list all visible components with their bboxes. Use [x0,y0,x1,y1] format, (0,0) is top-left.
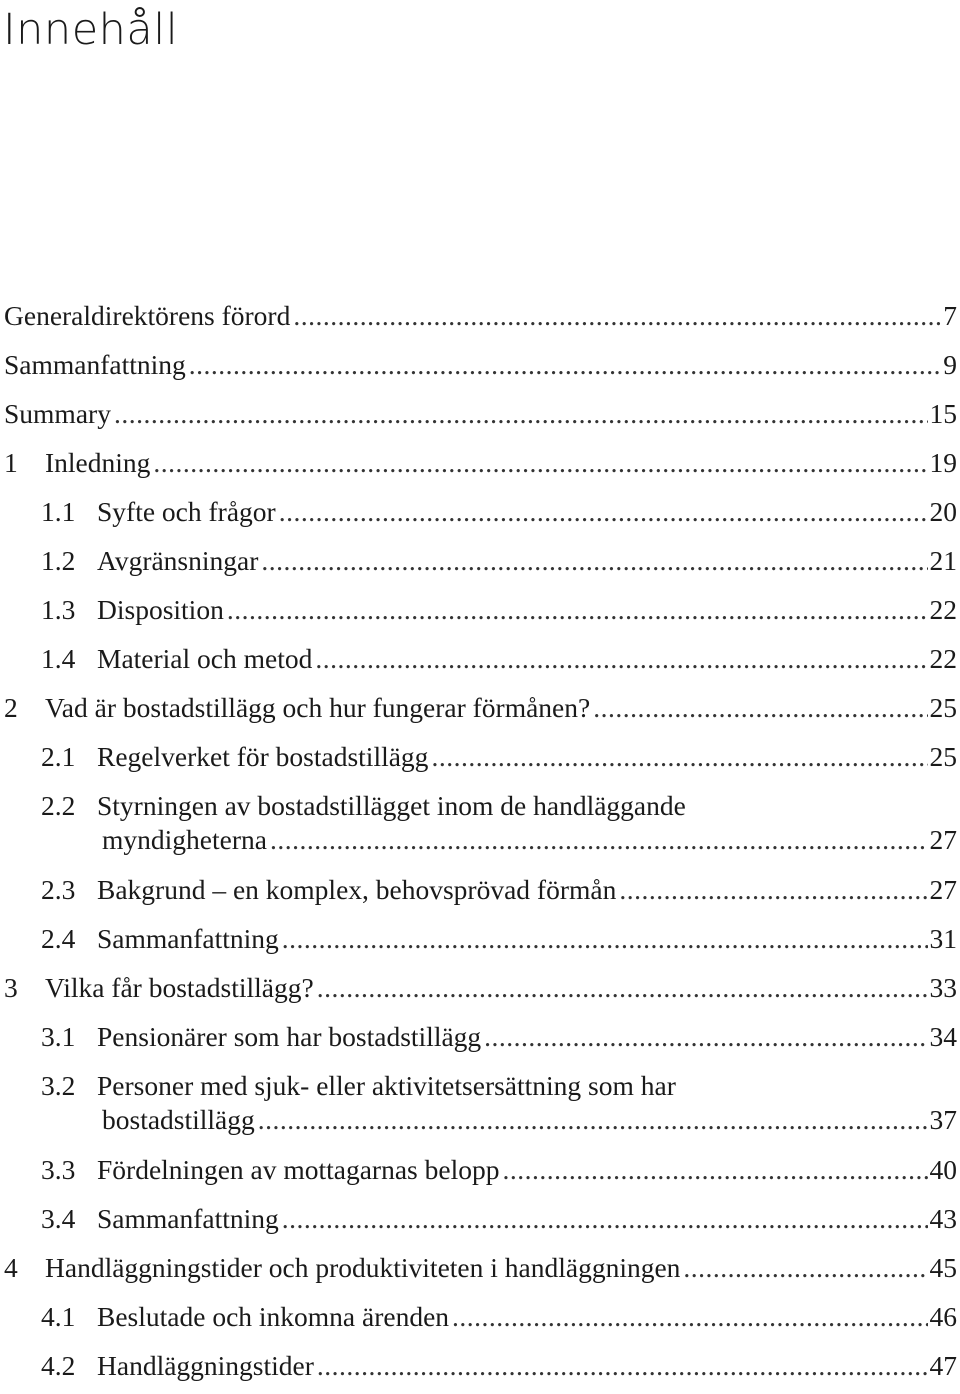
toc-entry-title: Bakgrund – en komplex, behovsprövad förmån [97,874,617,905]
toc-entry-title: Disposition [97,594,224,625]
dot-leader [227,588,928,632]
toc-entry-page: 43 [929,1203,957,1234]
toc-entry-number: 2.2 [41,790,76,821]
toc-entry-page: 15 [929,398,957,429]
toc-entry-title: Handläggningstider och produktiviteten i handläggningen [45,1252,681,1283]
dot-leader [282,917,928,961]
toc-entry-title-continued: myndigheterna [102,824,267,855]
toc-entry-title: Handläggningstider [97,1350,314,1381]
toc-entry-page: 9 [943,349,957,380]
dot-leader [114,392,928,436]
toc-entry-number: 4.2 [41,1350,76,1381]
toc-entry[interactable] [0,784,957,868]
toc-entry-title: Summary [4,398,111,429]
toc-entry[interactable] [0,490,957,539]
toc-entry[interactable] [0,1197,957,1246]
toc-entry-number: 1.1 [41,496,76,527]
toc-entry-title: Material och metod [97,643,313,674]
toc-entry[interactable] [0,735,957,784]
toc-entry-page: 31 [929,923,957,954]
toc-entry-number: 3.2 [41,1070,76,1101]
toc-entry-title: Styrningen av bostadstillägget inom de handläggande [97,790,686,821]
toc-entry-page: 22 [929,643,957,674]
toc-entry-number: 1.2 [41,545,76,576]
dot-leader [619,868,927,912]
dot-leader [502,1148,927,1192]
toc-entry-number: 1.3 [41,594,76,625]
toc-entry[interactable] [0,539,957,588]
toc-entry[interactable] [0,294,957,343]
dot-leader [153,441,927,485]
toc-entry[interactable] [0,392,957,441]
toc-entry-page: 45 [929,1252,957,1283]
toc-entry-page: 21 [929,545,957,576]
toc-entry[interactable] [0,868,957,917]
toc-entry-title: Sammanfattning [4,349,186,380]
toc-entry[interactable] [0,1246,957,1295]
page-title: Innehåll [3,5,179,55]
toc-entry-number: 3.1 [41,1021,76,1052]
toc-entry-title: Personer med sjuk- eller aktivitetsersättning som har [97,1070,676,1101]
toc-entry-title: Pensionärer som har bostadstillägg [97,1021,482,1052]
dot-leader [484,1015,927,1059]
toc-entry-number: 2 [4,692,18,723]
dot-leader [431,735,927,779]
toc-entry-page: 27 [929,824,957,855]
toc-entry-page: 33 [929,972,957,1003]
dot-leader [317,1344,928,1388]
toc-entry-title-continued: bostadstillägg [102,1104,255,1135]
toc-entry-number: 3.3 [41,1154,76,1185]
toc-entry[interactable] [0,441,957,490]
toc-entry-number: 1.4 [41,643,76,674]
toc-entry-number: 4 [4,1252,18,1283]
dot-leader [593,686,927,730]
toc-entry-number: 2.4 [41,923,76,954]
toc-entry[interactable] [0,966,957,1015]
dot-leader [683,1246,927,1290]
toc-entry-page: 25 [929,692,957,723]
dot-leader [270,818,928,862]
dot-leader [279,490,928,534]
dot-leader [452,1295,927,1339]
toc-entry[interactable] [0,637,957,686]
toc-entry-page: 22 [929,594,957,625]
toc-entry-title: Sammanfattning [97,1203,279,1234]
toc-entry[interactable] [0,1064,957,1148]
toc-entry-title: Generaldirektörens förord [4,300,291,331]
toc-entry-number: 3 [4,972,18,1003]
toc-entry[interactable] [0,588,957,637]
toc-entry-page: 7 [943,300,957,331]
toc-entry-title: Vilka får bostadstillägg? [45,972,314,1003]
dot-leader [189,343,941,387]
toc-entry-page: 46 [929,1301,957,1332]
toc-entry-number: 3.4 [41,1203,76,1234]
toc-entry[interactable] [0,1148,957,1197]
toc-entry-title: Fördelningen av mottagarnas belopp [97,1154,500,1185]
toc-entry[interactable] [0,1344,957,1393]
toc-entry-page: 27 [929,874,957,905]
toc-entry-title: Vad är bostadstillägg och hur fungerar förmånen? [45,692,591,723]
toc-entry-title: Syfte och frågor [97,496,276,527]
toc-entry-number: 2.3 [41,874,76,905]
toc-entry-title: Beslutade och inkomna ärenden [97,1301,450,1332]
toc-entry-page: 19 [929,447,957,478]
toc-entry-title: Avgränsningar [97,545,259,576]
toc-entry-title: Inledning [45,447,151,478]
toc-entry-page: 34 [929,1021,957,1052]
toc-entry-title: Sammanfattning [97,923,279,954]
dot-leader [317,966,928,1010]
dot-leader [282,1197,928,1241]
dot-leader [315,637,927,681]
dot-leader [293,294,941,338]
toc-entry-page: 40 [929,1154,957,1185]
toc-entry[interactable] [0,917,957,966]
toc-entry[interactable] [0,1015,957,1064]
toc-entry-number: 1 [4,447,18,478]
dot-leader [261,539,927,583]
toc-entry[interactable] [0,343,957,392]
dot-leader [258,1098,928,1142]
toc-entry-number: 2.1 [41,741,76,772]
toc-entry[interactable] [0,1295,957,1344]
toc-entry-page: 25 [929,741,957,772]
toc-entry[interactable] [0,686,957,735]
toc-entry-page: 20 [929,496,957,527]
toc-entry-number: 4.1 [41,1301,76,1332]
toc-entry-page: 47 [929,1350,957,1381]
toc-entry-page: 37 [929,1104,957,1135]
toc-entry-title: Regelverket för bostadstillägg [97,741,429,772]
table-of-contents [0,294,957,1393]
